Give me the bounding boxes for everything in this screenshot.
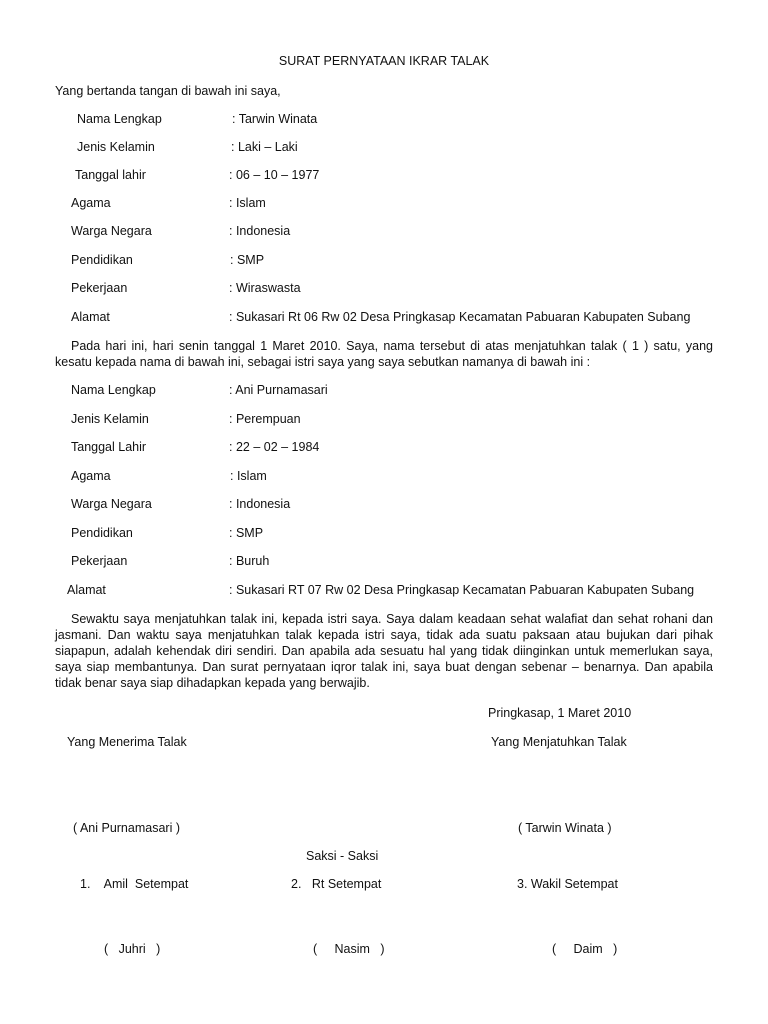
wife-gender-value: : Perempuan	[229, 412, 301, 426]
husband-name-value: : Tarwin Winata	[232, 112, 318, 126]
statement-paragraph	[55, 338, 713, 370]
wife-education-label: Pendidikan	[71, 526, 133, 540]
husband-citizenship-value: : Indonesia	[229, 224, 291, 238]
witness-1-name: ( Juhri )	[104, 942, 161, 956]
document-title: SURAT PERNYATAAN IKRAR TALAK	[278, 54, 490, 68]
wife-citizenship-value: : Indonesia	[229, 497, 291, 511]
giver-label: Yang Menjatuhkan Talak	[491, 735, 627, 749]
place-date: Pringkasap, 1 Maret 2010	[488, 706, 632, 720]
witness-3-label: 3. Wakil Setempat	[517, 877, 618, 891]
wife-religion-value: : Islam	[230, 469, 267, 483]
wife-name-label: Nama Lengkap	[71, 383, 156, 397]
closing-paragraph	[55, 611, 713, 691]
husband-gender-label: Jenis Kelamin	[77, 140, 155, 154]
husband-job-value: : Wiraswasta	[229, 281, 301, 295]
husband-religion-value: : Islam	[229, 196, 266, 210]
husband-education-value: : SMP	[230, 253, 265, 267]
wife-job-label: Pekerjaan	[71, 554, 128, 568]
receiver-name: ( Ani Purnamasari )	[73, 821, 180, 835]
wife-dob-value: : 22 – 02 – 1984	[229, 440, 320, 454]
wife-religion-label: Agama	[71, 469, 111, 483]
husband-address-label: Alamat	[71, 310, 110, 324]
wife-gender-label: Jenis Kelamin	[71, 412, 149, 426]
husband-job-label: Pekerjaan	[71, 281, 128, 295]
witness-1-label: 1. Amil Setempat	[80, 877, 189, 891]
husband-citizenship-label: Warga Negara	[71, 224, 152, 238]
wife-name-value: : Ani Purnamasari	[229, 383, 328, 397]
intro-text: Yang bertanda tangan di bawah ini saya,	[55, 84, 281, 98]
closing-text: Sewaktu saya menjatuhkan talak ini, kepada istri saya. Saya dalam keadaan sehat walafiat dan sehat rohani dan jasmani. Dan waktu saya menjatuhkan talak kepada istri saya, tidak ada suatu paksaan atau bujukan dari pihak siapapun, adalah kehendak diri sendiri. Dan apabila ada sesuatu hal yang tidak diinginkan untuk memerlukan saya, saya siap membantunya. Dan surat pernyataan iqror talak ini, saya buat dengan sebenar – benarnya. Dan apabila tidak benar saya siap dihadapkan kepada yang berwajib.	[55, 612, 713, 690]
wife-address-label: Alamat	[67, 583, 106, 597]
husband-education-label: Pendidikan	[71, 253, 133, 267]
wife-job-value: : Buruh	[229, 554, 270, 568]
husband-address-value: : Sukasari Rt 06 Rw 02 Desa Pringkasap Kecamatan Pabuaran Kabupaten Subang	[229, 310, 691, 324]
wife-education-value: : SMP	[229, 526, 264, 540]
wife-citizenship-label: Warga Negara	[71, 497, 152, 511]
receiver-label: Yang Menerima Talak	[67, 735, 187, 749]
witnesses-heading: Saksi - Saksi	[306, 849, 379, 863]
husband-dob-value: : 06 – 10 – 1977	[229, 168, 320, 182]
witness-2-label: 2. Rt Setempat	[291, 877, 382, 891]
statement-text: Pada hari ini, hari senin tanggal 1 Maret 2010. Saya, nama tersebut di atas menjatuhkan talak ( 1 ) satu, yang kesatu kepada nama di bawah ini, sebagai istri saya yang saya sebutkan namanya di bawah ini :	[55, 339, 713, 369]
wife-dob-label: Tanggal Lahir	[71, 440, 147, 454]
husband-religion-label: Agama	[71, 196, 111, 210]
giver-name: ( Tarwin Winata )	[518, 821, 612, 835]
wife-address-value: : Sukasari RT 07 Rw 02 Desa Pringkasap Kecamatan Pabuaran Kabupaten Subang	[229, 583, 695, 597]
husband-gender-value: : Laki – Laki	[231, 140, 298, 154]
husband-name-label: Nama Lengkap	[77, 112, 162, 126]
husband-dob-label: Tanggal lahir	[75, 168, 146, 182]
witness-2-name: ( Nasim )	[313, 942, 385, 956]
witness-3-name: ( Daim )	[552, 942, 618, 956]
